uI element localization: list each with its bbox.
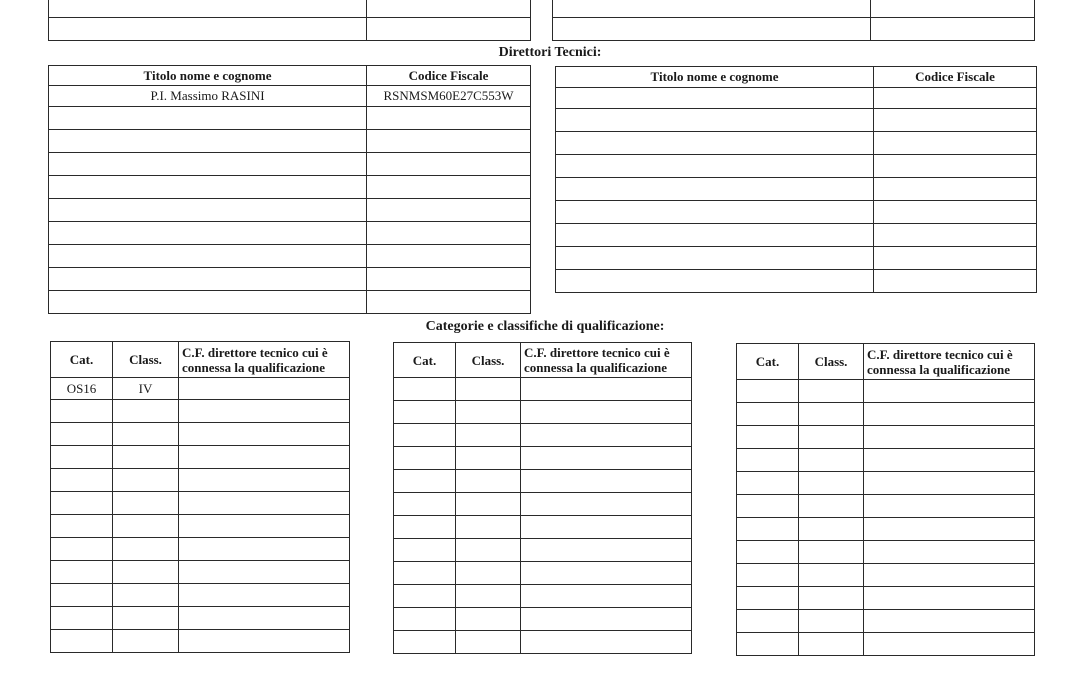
table-cell	[874, 132, 1037, 155]
table-cell	[874, 109, 1037, 132]
table-cell	[49, 107, 367, 130]
qualifica-table-2	[393, 342, 692, 654]
direttori-section-title: Direttori Tecnici:	[498, 45, 602, 60]
table-cell	[874, 155, 1037, 178]
direttore-name: P.I. Massimo RASINI	[49, 86, 367, 107]
table-cell	[367, 107, 531, 130]
header-codice-fiscale: Codice Fiscale	[874, 67, 1037, 88]
table-cell	[556, 155, 874, 178]
table-cell	[49, 199, 367, 222]
header-cf-direttore: C.F. direttore tecnico cui è connessa la qualificazione	[521, 343, 692, 378]
table-cell	[556, 132, 874, 155]
header-cf-direttore: C.F. direttore tecnico cui è connessa la qualificazione	[864, 344, 1035, 380]
table-cell	[367, 245, 531, 268]
table-cell	[49, 176, 367, 199]
header-codice-fiscale: Codice Fiscale	[367, 66, 531, 86]
header-titolo: Titolo nome e cognome	[556, 67, 874, 88]
table-cell	[874, 270, 1037, 293]
table-cell	[874, 178, 1037, 201]
table-cell	[49, 222, 367, 245]
table-cell	[556, 270, 874, 293]
header-class: Class.	[456, 343, 521, 378]
table-cell	[367, 291, 531, 314]
header-cat: Cat.	[51, 342, 113, 378]
table-cell	[874, 201, 1037, 224]
qualifica-table-3	[736, 343, 1035, 656]
table-cell	[874, 88, 1037, 109]
table-cell	[49, 291, 367, 314]
cat-cell: OS16	[51, 378, 113, 400]
qualifica-table-1	[50, 341, 350, 653]
table-cell	[49, 268, 367, 291]
header-cat: Cat.	[737, 344, 799, 380]
table-cell	[49, 130, 367, 153]
direttori-table-right	[555, 66, 1037, 293]
header-cf-direttore: C.F. direttore tecnico cui è connessa la qualificazione	[179, 342, 350, 378]
header-cat: Cat.	[394, 343, 456, 378]
table-cell	[556, 178, 874, 201]
cf-cell	[179, 378, 350, 400]
table-cell	[874, 247, 1037, 270]
header-class: Class.	[113, 342, 179, 378]
table-cell	[556, 224, 874, 247]
categorie-section-title: Categorie e classifiche di qualificazione:	[425, 319, 665, 334]
table-cell	[49, 245, 367, 268]
table-cell	[367, 222, 531, 245]
table-cell	[556, 88, 874, 109]
table-cell	[874, 224, 1037, 247]
top-partial-table-right	[552, 0, 1035, 41]
top-partial-table-left	[48, 0, 531, 41]
table-cell	[367, 176, 531, 199]
class-cell: IV	[113, 378, 179, 400]
table-cell	[367, 268, 531, 291]
table-cell	[367, 130, 531, 153]
table-cell	[556, 201, 874, 224]
header-titolo: Titolo nome e cognome	[49, 66, 367, 86]
table-cell	[367, 153, 531, 176]
table-cell	[556, 247, 874, 270]
table-cell	[367, 199, 531, 222]
direttore-cf: RSNMSM60E27C553W	[367, 86, 531, 107]
table-cell	[49, 153, 367, 176]
header-class: Class.	[799, 344, 864, 380]
table-cell	[556, 109, 874, 132]
direttori-table-left	[48, 65, 531, 314]
